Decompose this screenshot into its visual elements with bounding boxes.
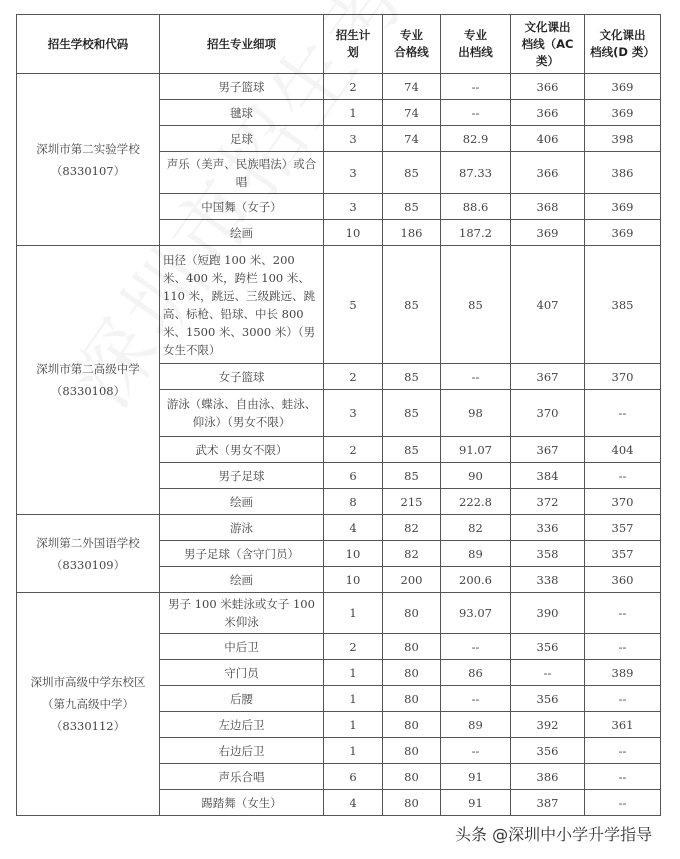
ac-cutoff-cell: 372 (511, 489, 585, 515)
plan-cell: 2 (324, 437, 383, 463)
table-row (17, 74, 661, 100)
major-cutoff-cell: 93.07 (441, 593, 511, 634)
plan-cell: 3 (324, 390, 383, 437)
header-row (17, 15, 661, 74)
major-cutoff-cell: 200.6 (441, 567, 511, 593)
school-cell: 深圳市第二实验学校 （8330107） (17, 74, 160, 246)
d-cutoff-cell: -- (585, 463, 661, 489)
plan-cell: 3 (324, 194, 383, 220)
pass-line-cell: 215 (383, 489, 441, 515)
major-cutoff-cell: 88.6 (441, 194, 511, 220)
ac-cutoff-cell: 370 (511, 390, 585, 437)
major-cutoff-cell: -- (441, 74, 511, 100)
major-cell: 声乐（美声、民族唱法）或合唱 (160, 152, 324, 194)
header-plan: 招生计 划 (324, 15, 383, 74)
ac-cutoff-cell: 356 (511, 686, 585, 712)
major-cell: 游泳 (160, 515, 324, 541)
ac-cutoff-cell: 356 (511, 738, 585, 764)
plan-cell: 8 (324, 489, 383, 515)
d-cutoff-cell: -- (585, 738, 661, 764)
major-cell: 左边后卫 (160, 712, 324, 738)
ac-cutoff-cell: 407 (511, 246, 585, 364)
major-cutoff-cell: 89 (441, 712, 511, 738)
ac-cutoff-cell: 338 (511, 567, 585, 593)
major-cell: 男子篮球 (160, 74, 324, 100)
ac-cutoff-cell: 358 (511, 541, 585, 567)
d-cutoff-cell: -- (585, 390, 661, 437)
ac-cutoff-cell: -- (511, 660, 585, 686)
pass-line-cell: 80 (383, 593, 441, 634)
major-cell: 踢踏舞（女生） (160, 790, 324, 816)
d-cutoff-cell: 360 (585, 567, 661, 593)
major-cutoff-cell: -- (441, 634, 511, 660)
major-cell: 守门员 (160, 660, 324, 686)
ac-cutoff-cell: 336 (511, 515, 585, 541)
header-major: 招生专业细项 (160, 15, 324, 74)
major-cell: 女子篮球 (160, 364, 324, 390)
d-cutoff-cell: 357 (585, 515, 661, 541)
major-cutoff-cell: 187.2 (441, 220, 511, 246)
pass-line-cell: 85 (383, 194, 441, 220)
major-cutoff-cell: 91 (441, 764, 511, 790)
major-cell: 绘画 (160, 220, 324, 246)
plan-cell: 1 (324, 712, 383, 738)
pass-line-cell: 82 (383, 515, 441, 541)
plan-cell: 1 (324, 660, 383, 686)
pass-line-cell: 74 (383, 100, 441, 126)
ac-cutoff-cell: 367 (511, 437, 585, 463)
ac-cutoff-cell: 387 (511, 790, 585, 816)
d-cutoff-cell: 357 (585, 541, 661, 567)
table-row (17, 515, 661, 541)
d-cutoff-cell: 389 (585, 660, 661, 686)
source-attribution: 头条 @深圳中小学升学指导 (455, 825, 653, 844)
plan-cell: 2 (324, 364, 383, 390)
major-cutoff-cell: 90 (441, 463, 511, 489)
major-cell: 中后卫 (160, 634, 324, 660)
pass-line-cell: 85 (383, 437, 441, 463)
d-cutoff-cell: 398 (585, 126, 661, 152)
pass-line-cell: 80 (383, 686, 441, 712)
school-cell: 深圳第二外国语学校 （8330109） (17, 515, 160, 593)
ac-cutoff-cell: 356 (511, 634, 585, 660)
plan-cell: 10 (324, 220, 383, 246)
admission-table (16, 14, 661, 816)
d-cutoff-cell: 361 (585, 712, 661, 738)
pass-line-cell: 85 (383, 463, 441, 489)
pass-line-cell: 80 (383, 712, 441, 738)
major-cutoff-cell: -- (441, 686, 511, 712)
major-cutoff-cell: 86 (441, 660, 511, 686)
ac-cutoff-cell: 366 (511, 152, 585, 194)
plan-cell: 3 (324, 152, 383, 194)
major-cell: 男子 100 米蛙泳或女子 100 米仰泳 (160, 593, 324, 634)
pass-line-cell: 82 (383, 541, 441, 567)
major-cutoff-cell: 82.9 (441, 126, 511, 152)
ac-cutoff-cell: 366 (511, 74, 585, 100)
header-ac-cutoff: 文化课出 档线（AC 类） (511, 15, 585, 74)
pass-line-cell: 200 (383, 567, 441, 593)
plan-cell: 10 (324, 567, 383, 593)
school-cell: 深圳市第二高级中学 （8330108） (17, 246, 160, 515)
header-school: 招生学校和代码 (17, 15, 160, 74)
d-cutoff-cell: 369 (585, 220, 661, 246)
major-cell: 绘画 (160, 489, 324, 515)
major-cutoff-cell: -- (441, 364, 511, 390)
major-cutoff-cell: 82 (441, 515, 511, 541)
plan-cell: 5 (324, 246, 383, 364)
ac-cutoff-cell: 406 (511, 126, 585, 152)
major-cell: 中国舞（女子） (160, 194, 324, 220)
major-cutoff-cell: 91.07 (441, 437, 511, 463)
major-cell: 足球 (160, 126, 324, 152)
major-cell: 男子足球 (160, 463, 324, 489)
plan-cell: 1 (324, 100, 383, 126)
d-cutoff-cell: 386 (585, 152, 661, 194)
pass-line-cell: 80 (383, 790, 441, 816)
ac-cutoff-cell: 366 (511, 100, 585, 126)
plan-cell: 1 (324, 686, 383, 712)
pass-line-cell: 74 (383, 74, 441, 100)
pass-line-cell: 186 (383, 220, 441, 246)
table-row (17, 246, 661, 364)
plan-cell: 4 (324, 790, 383, 816)
pass-line-cell: 80 (383, 764, 441, 790)
plan-cell: 6 (324, 463, 383, 489)
pass-line-cell: 85 (383, 364, 441, 390)
ac-cutoff-cell: 390 (511, 593, 585, 634)
plan-cell: 1 (324, 738, 383, 764)
major-cell: 男子足球（含守门员） (160, 541, 324, 567)
major-cell: 后腰 (160, 686, 324, 712)
plan-cell: 6 (324, 764, 383, 790)
header-pass-line: 专业 合格线 (383, 15, 441, 74)
major-cutoff-cell: 222.8 (441, 489, 511, 515)
school-cell: 深圳市高级中学东校区 （第九高级中学） （8330112） (17, 593, 160, 816)
pass-line-cell: 85 (383, 390, 441, 437)
d-cutoff-cell: -- (585, 686, 661, 712)
table-row (17, 593, 661, 634)
ac-cutoff-cell: 369 (511, 220, 585, 246)
d-cutoff-cell: 369 (585, 74, 661, 100)
ac-cutoff-cell: 384 (511, 463, 585, 489)
d-cutoff-cell: 404 (585, 437, 661, 463)
d-cutoff-cell: -- (585, 634, 661, 660)
major-cell: 田径（短跑 100 米、200 米、400 米，跨栏 100 米、110 米，跳远、三级跳远、跳高、标枪、铅球、中长 800 米、1500 米、3000 米）（男女生不限） (160, 246, 324, 364)
major-cell: 毽球 (160, 100, 324, 126)
header-d-cutoff: 文化课出 档线(D 类） (585, 15, 661, 74)
major-cutoff-cell: -- (441, 100, 511, 126)
plan-cell: 1 (324, 593, 383, 634)
d-cutoff-cell: 385 (585, 246, 661, 364)
plan-cell: 3 (324, 126, 383, 152)
pass-line-cell: 74 (383, 126, 441, 152)
d-cutoff-cell: 370 (585, 364, 661, 390)
pass-line-cell: 80 (383, 738, 441, 764)
major-cell: 绘画 (160, 567, 324, 593)
plan-cell: 4 (324, 515, 383, 541)
pass-line-cell: 80 (383, 660, 441, 686)
d-cutoff-cell: -- (585, 593, 661, 634)
major-cell: 右边后卫 (160, 738, 324, 764)
major-cutoff-cell: 87.33 (441, 152, 511, 194)
d-cutoff-cell: 370 (585, 489, 661, 515)
plan-cell: 2 (324, 634, 383, 660)
plan-cell: 10 (324, 541, 383, 567)
major-cell: 武术（男女不限） (160, 437, 324, 463)
ac-cutoff-cell: 367 (511, 364, 585, 390)
major-cutoff-cell: 98 (441, 390, 511, 437)
ac-cutoff-cell: 392 (511, 712, 585, 738)
ac-cutoff-cell: 386 (511, 764, 585, 790)
major-cell: 游泳（蝶泳、自由泳、蛙泳、仰泳）（男女不限） (160, 390, 324, 437)
major-cutoff-cell: 85 (441, 246, 511, 364)
pass-line-cell: 80 (383, 634, 441, 660)
major-cutoff-cell: -- (441, 738, 511, 764)
pass-line-cell: 85 (383, 152, 441, 194)
major-cell: 声乐合唱 (160, 764, 324, 790)
ac-cutoff-cell: 368 (511, 194, 585, 220)
pass-line-cell: 85 (383, 246, 441, 364)
major-cutoff-cell: 89 (441, 541, 511, 567)
d-cutoff-cell: 369 (585, 100, 661, 126)
header-major-cutoff: 专业 出档线 (441, 15, 511, 74)
d-cutoff-cell: -- (585, 764, 661, 790)
major-cutoff-cell: 91 (441, 790, 511, 816)
d-cutoff-cell: -- (585, 790, 661, 816)
d-cutoff-cell: 369 (585, 194, 661, 220)
plan-cell: 2 (324, 74, 383, 100)
